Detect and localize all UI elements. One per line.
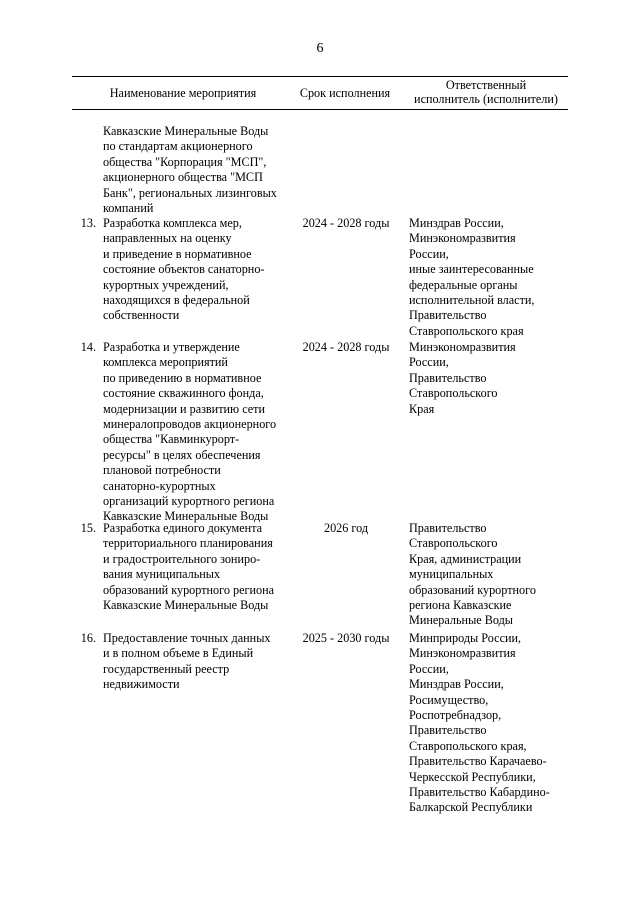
column-header-name: Наименование мероприятия bbox=[109, 86, 257, 100]
row-number: 13. bbox=[80, 216, 96, 230]
item-name: Разработка единого документа территориального планирования и градостроительного зониро- вания муниципальных образований курортного региона Кавказские Минеральные Воды bbox=[103, 521, 275, 613]
item-responsible: Минздрав России, Минэкономразвития России, иные заинтересованные федеральные органы исполнительной власти, Правительство Ставропольского края bbox=[409, 216, 535, 338]
page-number: 6 bbox=[316, 41, 324, 56]
row-number: 15. bbox=[80, 521, 96, 535]
column-header-term: Срок исполнения bbox=[299, 86, 391, 100]
item-responsible: Минприроды России, Минэкономразвития России, Минздрав России, Росимущество, Роспотребнадзор, Правительство Ставропольского края, Правительство Карачаево- Черкесской Республики, Правительство Кабардино- Балкарской Республики bbox=[409, 631, 550, 815]
item-name: Предоставление точных данных и в полном объеме в Единый государственный реестр недвижимости bbox=[103, 631, 271, 692]
table-header-top-rule bbox=[72, 76, 568, 77]
item-term: 2026 год bbox=[323, 521, 369, 535]
item-term: 2024 - 2028 годы bbox=[302, 216, 390, 230]
item-term: 2024 - 2028 годы bbox=[302, 340, 390, 354]
table-header-bottom-rule bbox=[72, 109, 568, 110]
column-header-responsible bbox=[404, 78, 568, 106]
row-number: 16. bbox=[80, 631, 96, 645]
row-number: 14. bbox=[80, 340, 96, 354]
item-name: Разработка комплекса мер, направленных на оценку и приведение в нормативное состояние объектов санаторно- курортных учреждений, находящихся в федеральной собственности bbox=[103, 216, 265, 323]
item-responsible: Правительство Ставропольского Края, администрации муниципальных образований курортного региона Кавказские Минеральные Воды bbox=[409, 521, 536, 628]
continued-item-name: Кавказские Минеральные Воды по стандартам акционерного общества "Корпорация "МСП", акционерного общества "МСП Банк", региональных лизинговых компаний bbox=[103, 124, 277, 216]
item-name: Разработка и утверждение комплекса мероприятий по приведению в нормативное состояние скважинного фонда, модернизации и развитию сети минералопроводов акционерного общества "Кавминкурорт- ресурсы" в целях обеспечения плановой потребности санаторно-курортных организаций курортного региона Кавказские Минеральные Воды bbox=[103, 340, 277, 524]
item-term: 2025 - 2030 годы bbox=[302, 631, 390, 645]
item-responsible: Минэкономразвития России, Правительство Ставропольского Края bbox=[409, 340, 516, 416]
column-header-responsible-text: Ответственный исполнитель (исполнители) bbox=[414, 78, 558, 106]
